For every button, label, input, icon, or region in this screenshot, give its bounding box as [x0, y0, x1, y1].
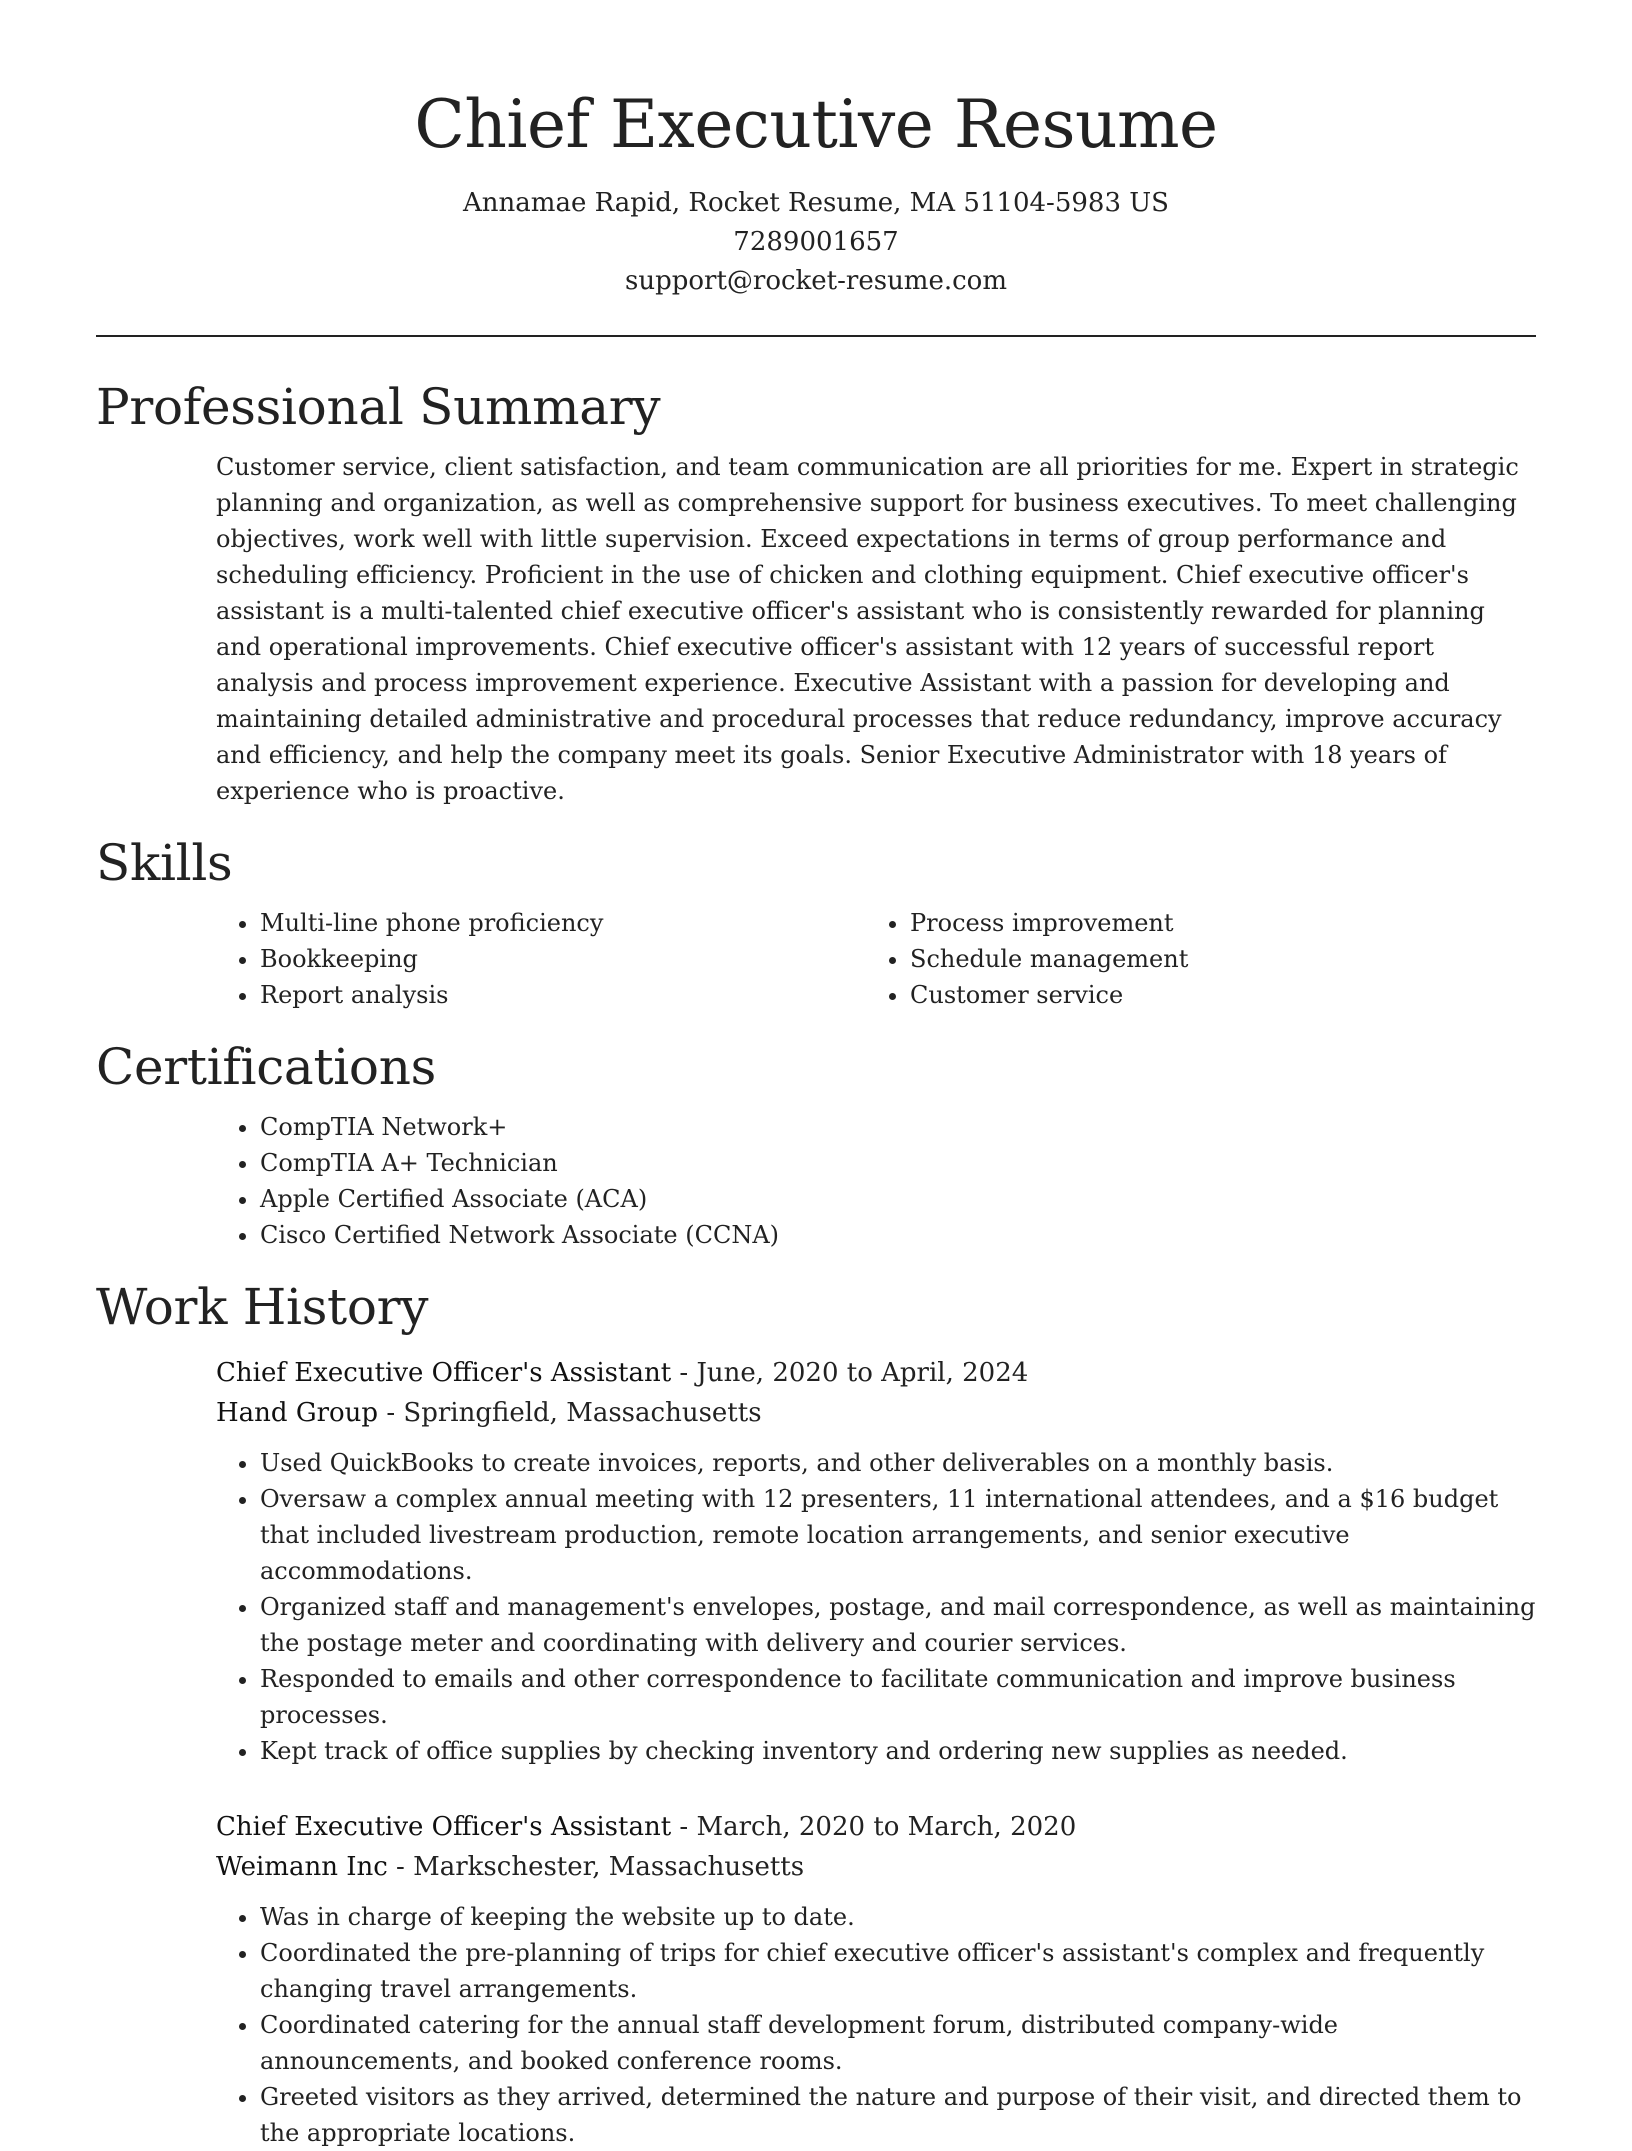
job-location: Markschester, Massachusetts: [413, 1852, 805, 1882]
contact-address: Annamae Rapid, Rocket Resume, MA 51104-5983 US: [463, 188, 1169, 218]
skill-item: • Process improvement: [910, 905, 1516, 941]
job-bullets: [216, 1445, 1536, 1769]
contact-phone: 7289001657: [733, 227, 899, 257]
job-company-line: [216, 1393, 1536, 1433]
job-entry: [216, 1807, 1536, 2151]
job-title-line: [216, 1353, 1536, 1393]
skill-item: • Report analysis: [260, 977, 866, 1013]
job-title: Chief Executive Officer's Assistant: [216, 1358, 672, 1388]
certification-item: • Cisco Certified Network Associate (CCNA): [260, 1217, 1536, 1253]
job-bullets: [216, 1899, 1536, 2151]
work-history-heading: Work History: [96, 1278, 429, 1336]
skill-item: • Multi-line phone proficiency: [260, 905, 866, 941]
skill-item: • Bookkeeping: [260, 941, 866, 977]
job-title-line: [216, 1807, 1536, 1847]
skill-item: • Customer service: [910, 977, 1516, 1013]
skills-heading: Skills: [96, 834, 233, 892]
summary-heading: Professional Summary: [96, 378, 661, 436]
job-bullet: • Oversaw a complex annual meeting with 12 presenters, 11 international attendees, and a $16 budget that included livestream production, remote location arrangements, and senior executive accommodations.: [260, 1481, 1536, 1589]
job-bullet: • Was in charge of keeping the website up to date.: [260, 1899, 1536, 1935]
job-dates: June, 2020 to April, 2024: [696, 1358, 1029, 1388]
certifications-list: [216, 1109, 1536, 1253]
job-company: Weimann Inc: [216, 1852, 388, 1882]
skills-column-left: [216, 905, 866, 1013]
contact-block: [96, 184, 1536, 301]
job-title: Chief Executive Officer's Assistant: [216, 1812, 672, 1842]
job-separator: -: [671, 1812, 697, 1842]
job-separator: -: [387, 1852, 414, 1882]
skills-column-right: [866, 905, 1516, 1013]
job-entry: [216, 1353, 1536, 1769]
job-company-line: [216, 1847, 1536, 1887]
job-bullet: • Coordinated catering for the annual staff development forum, distributed company-wide announcements, and booked conference rooms.: [260, 2007, 1536, 2079]
job-bullet: • Used QuickBooks to create invoices, reports, and other deliverables on a monthly basis.: [260, 1445, 1536, 1481]
contact-email[interactable]: support@rocket-resume.com: [624, 266, 1007, 296]
certifications-heading: Certifications: [96, 1038, 436, 1096]
job-bullet: • Organized staff and management's envelopes, postage, and mail correspondence, as well as maintaining the postage meter and coordinating with delivery and courier services.: [260, 1589, 1536, 1661]
job-bullet: • Greeted visitors as they arrived, determined the nature and purpose of their visit, and directed them to the appropriate locations.: [260, 2079, 1536, 2151]
certification-item: • CompTIA Network+: [260, 1109, 1536, 1145]
job-location: Springfield, Massachusetts: [403, 1398, 762, 1428]
job-dates: March, 2020 to March, 2020: [696, 1812, 1077, 1842]
job-company: Hand Group: [216, 1398, 379, 1428]
skill-item: • Schedule management: [910, 941, 1516, 977]
resume-header: [96, 0, 1536, 301]
job-separator: -: [378, 1398, 404, 1428]
certification-item: • CompTIA A+ Technician: [260, 1145, 1536, 1181]
job-bullet: • Coordinated the pre-planning of trips for chief executive officer's assistant's complex and frequently changing travel arrangements.: [260, 1935, 1536, 2007]
summary-text: Customer service, client satisfaction, and team communication are all priorities for me. Expert in strategic planning and organization, as well as comprehensive support for business executives. To meet challenging objectives, work well with little supervision. Exceed expectations in terms of group performance and scheduling efficiency. Proficient in the use of chicken and clothing equipment. Chief executive officer's assistant is a multi-talented chief executive officer's assistant who is consistently rewarded for planning and operational improvements. Chief executive officer's assistant with 12 years of successful report analysis and process improvement experience. Executive Assistant with a passion for developing and maintaining detailed administrative and procedural processes that reduce redundancy, improve accuracy and efficiency, and help the company meet its goals. Senior Executive Administrator with 18 years of experience who is proactive.: [216, 453, 1519, 805]
job-bullet: • Kept track of office supplies by checking inventory and ordering new supplies as needed.: [260, 1733, 1536, 1769]
certification-item: • Apple Certified Associate (ACA): [260, 1181, 1536, 1217]
job-bullet: • Responded to emails and other correspondence to facilitate communication and improve business processes.: [260, 1661, 1536, 1733]
skills-list: [216, 905, 1536, 1013]
resume-page: [96, 0, 1536, 2151]
header-divider: [96, 335, 1536, 337]
page-title: Chief Executive Resume: [414, 86, 1218, 163]
job-separator: -: [671, 1358, 697, 1388]
